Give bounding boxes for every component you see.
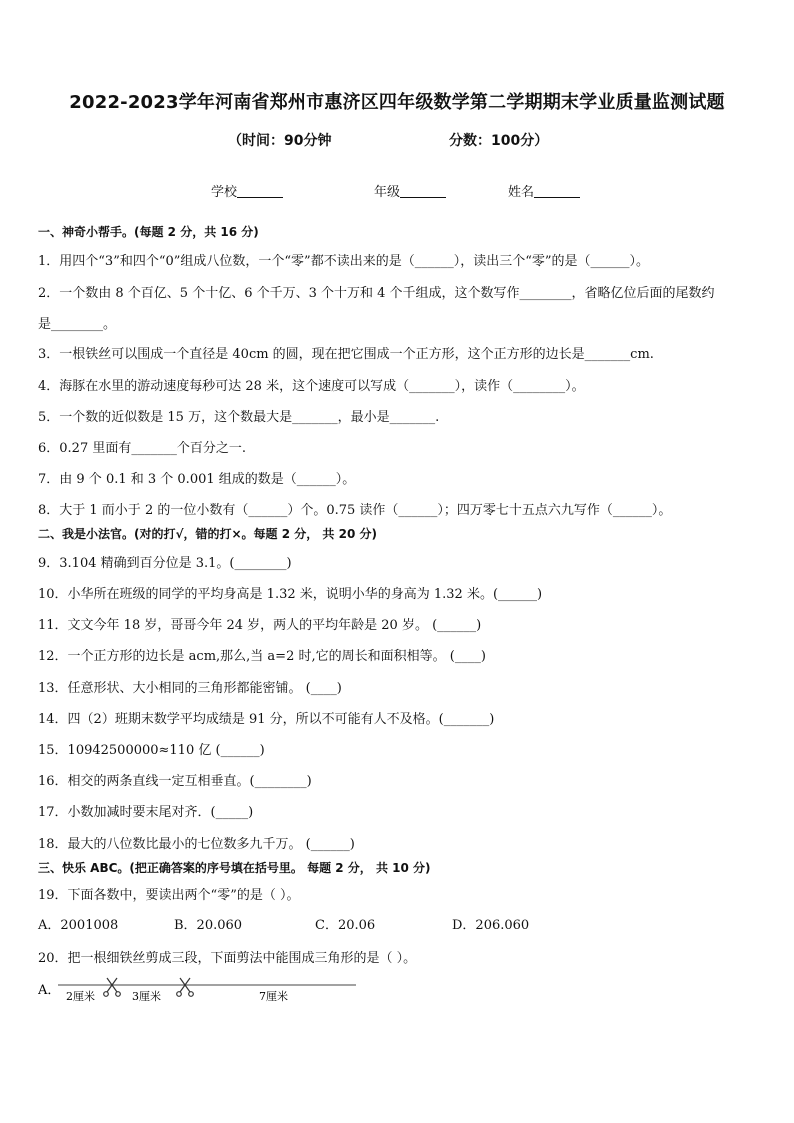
question-line: 10．小华所在班级的同学的平均身高是 1.32 米，说明小华的身高为 1.32 米。(______): [38, 587, 543, 602]
exam-title: 2022-2023学年河南省郑州市惠济区四年级数学第二学期期末学业质量监测试题: [69, 92, 725, 113]
q20-option-a-label: A．: [38, 983, 61, 998]
question-line: 4．海豚在水里的游动速度每秒可达 28 米，这个速度可以写成（_______），读作（________）。: [38, 379, 585, 394]
segment-label-3: 7厘米: [259, 990, 288, 1003]
exam-time: （时间：90分钟: [228, 133, 332, 149]
q19-option-b: B．20.060: [174, 918, 243, 933]
question-line: 是________。: [38, 317, 117, 332]
question-line: 8．大于 1 而小于 2 的一位小数有（______）个。0.75 读作（______）；四万零七十五点六九写作（______）。: [38, 503, 672, 518]
q20-option-a-diagram: [38, 976, 368, 1010]
question-line: 7．由 9 个 0.1 和 3 个 0.001 组成的数是（______）。: [38, 472, 356, 487]
question-line: 16．相交的两条直线一定互相垂直。(________): [38, 774, 312, 789]
grade-blank: [400, 185, 446, 198]
grade-label: 年级: [374, 185, 401, 200]
question-line: 6．0.27 里面有_______个百分之一.: [38, 441, 246, 456]
question-line: 13．任意形状、大小相同的三角形都能密铺。 (____): [38, 681, 342, 696]
question-line: 14．四（2）班期末数学平均成绩是 91 分，所以不可能有人不及格。(_______): [38, 712, 495, 727]
name-blank: [534, 185, 580, 198]
question-line: 5．一个数的近似数是 15 万，这个数最大是_______，最小是_______.: [38, 410, 440, 425]
student-info-fields: [0, 181, 794, 201]
question-line: 1．用四个“3”和四个“0”组成八位数，一个“零”都不读出来的是（______），读出三个“零”的是（______）。: [38, 254, 649, 269]
scissors-icon: [177, 978, 194, 996]
question-line: 20．把一根细铁丝剪成三段，下面剪法中能围成三角形的是（ ）。: [38, 951, 417, 966]
section-heading: 二、我是小法官。(对的打√，错的打×。每题 2 分， 共 20 分): [38, 527, 377, 541]
section-heading: 三、快乐 ABC。(把正确答案的序号填在括号里。 每题 2 分， 共 10 分): [38, 861, 431, 875]
q19-option-d: D．206.060: [452, 918, 530, 933]
question-line: 2．一个数由 8 个百亿、5 个十亿、6 个千万、3 个十万和 4 个千组成，这个数写作________，省略亿位后面的尾数约: [38, 286, 715, 301]
segment-label-1: 2厘米: [66, 990, 95, 1003]
section-heading: 一、神奇小帮手。(每题 2 分，共 16 分): [38, 225, 259, 239]
segment-label-2: 3厘米: [132, 990, 161, 1003]
name-label: 姓名: [508, 185, 535, 200]
scissors-icon: [104, 978, 121, 996]
question-line: 3．一根铁丝可以围成一个直径是 40cm 的圆，现在把它围成一个正方形，这个正方形的边长是_______cm.: [38, 347, 654, 362]
question-line: 12．一个正方形的边长是 acm,那么,当 a=2 时,它的周长和面积相等。 (____): [38, 649, 486, 664]
name-field: [508, 181, 580, 200]
wire-cut-figure: [38, 976, 368, 1010]
question-line: 11．文文今年 18 岁，哥哥今年 24 岁，两人的平均年龄是 20 岁。 (______): [38, 618, 482, 633]
question-line: 15．10942500000≈110 亿 (______): [38, 743, 265, 758]
q19-option-c: C．20.06: [315, 918, 376, 933]
question-line: 9．3.104 精确到百分位是 3.1。(________): [38, 556, 292, 571]
question-line: 17．小数加减时要末尾对齐．(_____): [38, 805, 254, 820]
school-label: 学校: [211, 185, 238, 200]
school-blank: [237, 185, 283, 198]
q19-option-a: A．2001008: [38, 918, 119, 933]
school-field: [211, 181, 283, 200]
exam-subtitle: [0, 130, 794, 150]
exam-score: 分数：100分）: [449, 133, 549, 149]
question-line: 19．下面各数中，要读出两个“零”的是（ ）。: [38, 888, 300, 903]
grade-field: [374, 181, 446, 200]
question-line: 18．最大的八位数比最小的七位数多九千万。 (______): [38, 837, 355, 852]
